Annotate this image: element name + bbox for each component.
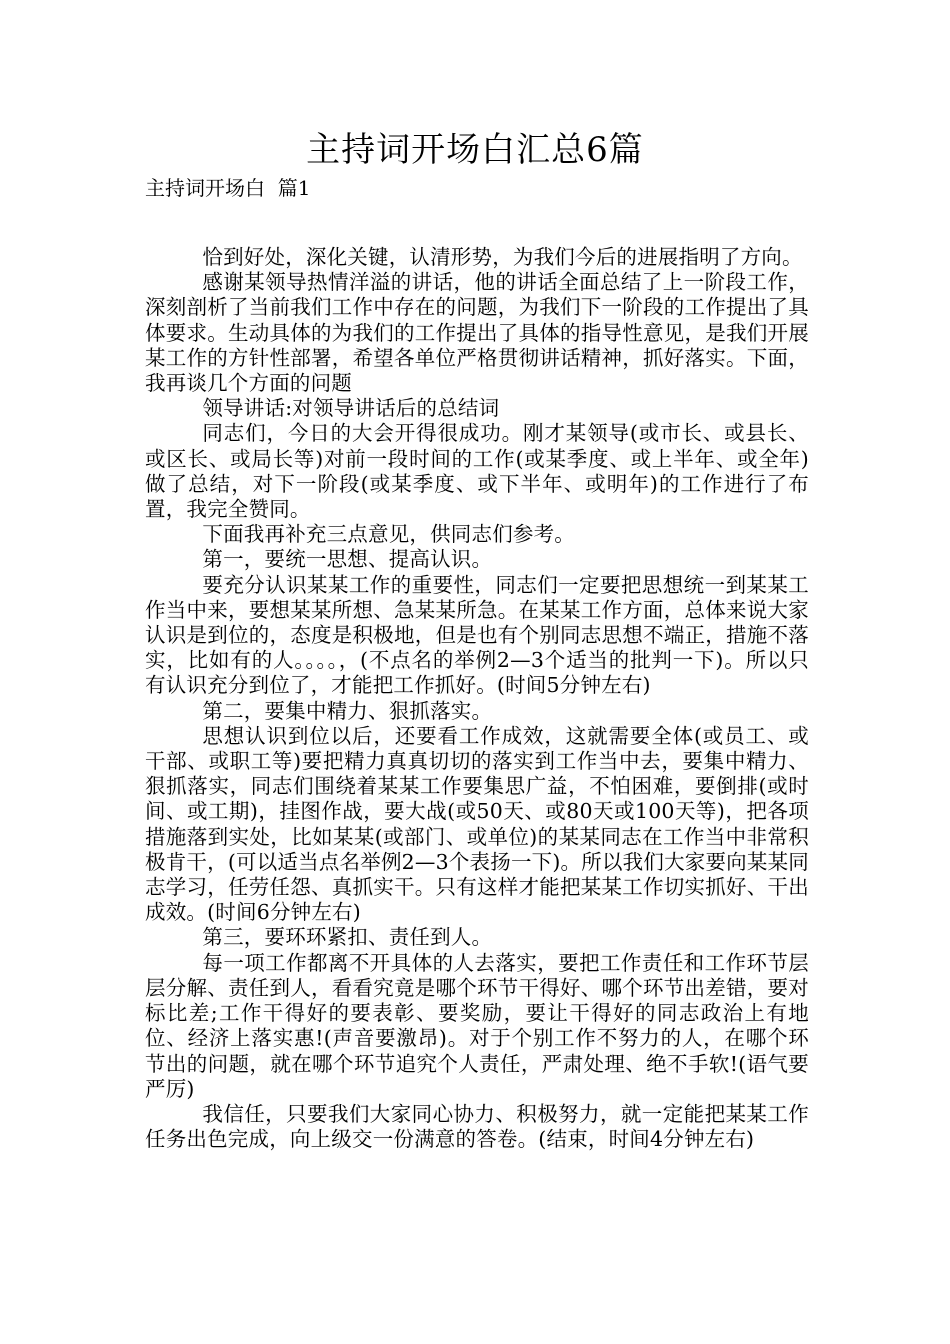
paragraph: 思想认识到位以后，还要看工作成效，这就需要全体(或员工、或干部、或职工等)要把精力真真切切的落实到工作当中去，要集中精力、狠抓落实，同志们围绕着某某工作要集思广益，不怕困难，要倒排(或时间、或工期)，挂图作战，要大战(或50天、或80天或100天等)，把各项措施落到实处，比如某某(或部门、或单位)的某某同志在工作当中非常积极肯干，(可以适当点名举例2—3个表扬一下)。所以我们大家要向某某同志学习，任劳任怨、真抓实干。只有这样才能把某某工作切实抓好、干出成效。(时间6分钟左右) — [145, 723, 809, 925]
paragraph: 第一，要统一思想、提高认识。 — [202, 547, 493, 572]
paragraph: 同志们，今日的大会开得很成功。刚才某领导(或市长、或县长、或区长、或局长等)对前一段时间的工作(或某季度、或上半年、或全年)做了总结，对下一阶段(或某季度、或下半年、或明年)的工作进行了布置，我完全赞同。 — [145, 421, 809, 522]
paragraph: 恰到好处，深化关键，认清形势，为我们今后的进展指明了方向。 — [202, 245, 803, 269]
document-body — [145, 245, 809, 1152]
paragraph: 领导讲话:对领导讲话后的总结词 — [202, 396, 500, 421]
paragraph: 第二，要集中精力、狠抓落实。 — [202, 698, 493, 723]
paragraph: 下面我再补充三点意见，供同志们参考。 — [202, 522, 575, 547]
section-heading: 主持词开场白 篇1 — [145, 176, 311, 200]
paragraph: 第三，要环环紧扣、责任到人。 — [202, 925, 493, 950]
document-title: 主持词开场白汇总6篇 — [306, 130, 644, 170]
paragraph: 我信任，只要我们大家同心协力、积极努力，就一定能把某某工作任务出色完成，向上级交一份满意的答卷。(结束，时间4分钟左右) — [145, 1101, 809, 1152]
paragraph: 感谢某领导热情洋溢的讲话，他的讲话全面总结了上一阶段工作，深刻剖析了当前我们工作中存在的问题，为我们下一阶段的工作提出了具体要求。生动具体的为我们的工作提出了具体的指导性意见，是我们开展某工作的方针性部署，希望各单位严格贯彻讲话精神，抓好落实。下面，我再谈几个方面的问题 — [145, 270, 809, 396]
paragraph: 要充分认识某某工作的重要性，同志们一定要把思想统一到某某工作当中来，要想某某所想、急某某所急。在某某工作方面，总体来说大家认识是到位的，态度是积极地，但是也有个别同志思想不端正，措施不落实，比如有的人。。。。，(不点名的举例2—3个适当的批判一下)。所以只有认识充分到位了，才能把工作抓好。(时间5分钟左右) — [145, 572, 809, 698]
paragraph: 每一项工作都离不开具体的人去落实，要把工作责任和工作环节层层分解、责任到人，看看究竟是哪个环节干得好、哪个环节出差错，要对标比差;工作干得好的要表彰、要奖励，要让干得好的同志政治上有地位、经济上落实惠!(声音要激昂)。对于个别工作不努力的人，在哪个环节出的问题，就在哪个环节追究个人责任，严肃处理、绝不手软!(语气要严厉) — [145, 950, 809, 1101]
